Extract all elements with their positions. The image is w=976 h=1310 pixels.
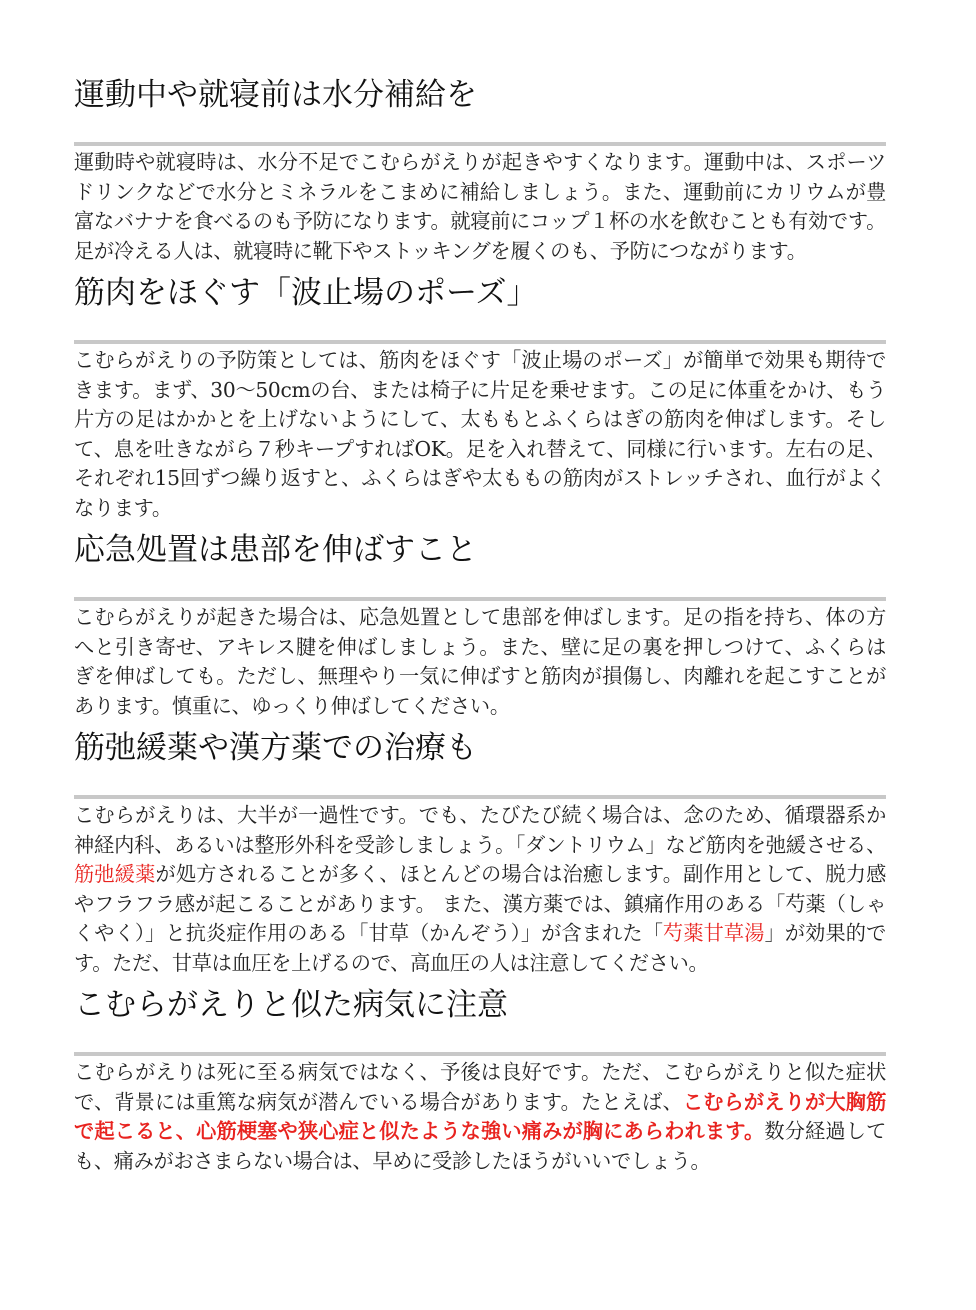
- body-text-run: こむらがえりは死に至る病気ではなく、予後は良好です。ただ、こむらがえりと似た症状で、背景には重篤な病気が潜んでいる場合があります。たとえば、: [74, 1060, 886, 1114]
- section-body: [74, 1056, 886, 1176]
- body-text-run: 」が効果的です。ただ、甘草は血圧を上げるので、高血圧の人は注意してください。: [74, 921, 886, 975]
- body-text-run: こむらがえりは、大半が一過性です。でも、たびたび続く場合は、念のため、循環器系か神経内科、あるいは整形外科を受診しましょう。「ダントリウム」など筋肉を弛緩させる、: [74, 803, 886, 857]
- body-text-run: こむらがえりの予防策としては、筋肉をほぐす「波止場のポーズ」が簡単で効果も期待できます。まず、30〜50cmの台、または椅子に片足を乗せます。この足に体重をかけ、もう片方の足はかかとを上げないようにして、太ももとふくらはぎの筋肉を伸ばします。そして、息を吐きながら７秒キープすればOK。足を入れ替えて、同様に行います。左右の足、それぞれ15回ずつ繰り返すと、ふくらはぎや太ももの筋肉がストレッチされ、血行がよくなります。: [74, 348, 886, 520]
- section-stretch-pose: [74, 266, 886, 523]
- section-body: [74, 146, 886, 266]
- section-body: [74, 799, 886, 978]
- section-body: [74, 344, 886, 523]
- section-hydration: [74, 68, 886, 266]
- highlight-drug-term: 芍薬甘草湯: [663, 921, 765, 945]
- body-text-run: こむらがえりが起きた場合は、応急処置として患部を伸ばします。足の指を持ち、体の方へと引き寄せ、アキレス腱を伸ばしましょう。また、壁に足の裏を押しつけて、ふくらはぎを伸ばしても。ただし、無理やり一気に伸ばすと筋肉が損傷し、肉離れを起こすことがあります。慎重に、ゆっくり伸ばしてください。: [74, 605, 886, 718]
- section-first-aid: [74, 523, 886, 721]
- section-heading: 応急処置は患部を伸ばすこと: [74, 532, 477, 568]
- section-similar-diseases: [74, 978, 886, 1176]
- highlight-warning-text: こむらがえりが大胸筋で起こると、心筋梗塞や狭心症と似たような強い痛みが胸にあらわれます。: [74, 1089, 886, 1143]
- body-text-run: 運動時や就寝時は、水分不足でこむらがえりが起きやすくなります。運動中は、スポーツドリンクなどで水分とミネラルをこまめに補給しましょう。また、運動前にカリウムが豊富なバナナを食べるのも予防になります。就寝前にコップ１杯の水を飲むことも有効です。足が冷える人は、就寝時に靴下やストッキングを履くのも、予防につながります。: [74, 150, 886, 263]
- section-heading: 筋弛緩薬や漢方薬での治療も: [74, 730, 477, 766]
- section-heading: こむらがえりと似た病気に注意: [74, 987, 508, 1023]
- section-heading: 運動中や就寝前は水分補給を: [74, 77, 477, 113]
- article: [74, 68, 886, 1176]
- section-body: [74, 601, 886, 721]
- highlight-drug-term: 筋弛緩薬: [74, 862, 156, 886]
- body-text-run: が処方されることが多く、ほとんどの場合は治癒します。副作用として、脱力感やフラフラ感が起こることがあります。 また、漢方薬では、鎮痛作用のある「芍薬（しゃくやく）」と抗炎症作用のある「甘草（かんぞう）」が含まれた「: [74, 862, 886, 945]
- section-heading: 筋肉をほぐす「波止場のポーズ」: [74, 275, 538, 311]
- body-text-run: 数分経過しても、痛みがおさまらない場合は、早めに受診したほうがいいでしょう。: [74, 1119, 886, 1173]
- section-medication: [74, 721, 886, 978]
